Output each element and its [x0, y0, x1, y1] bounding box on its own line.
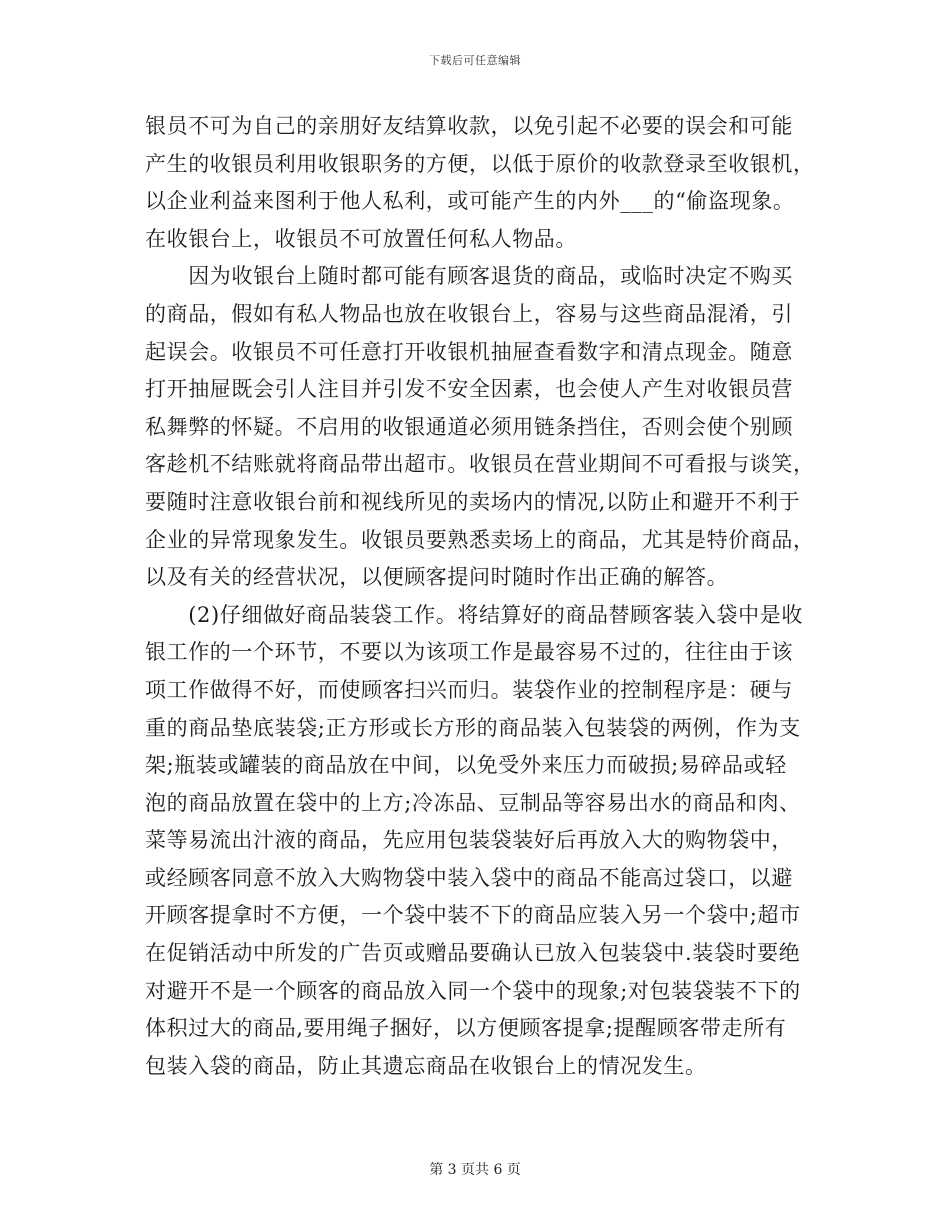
text-line: 银员不可为自己的亲朋好友结算收款，以免引起不必要的误会和可能 — [145, 114, 793, 138]
text-line: 项工作做得不好，而使顾客扫兴而归。装袋作业的控制程序是：硬与 — [145, 677, 793, 702]
text-line: 要随时注意收银台前和视线所见的卖场内的情况,以防止和避开不利于 — [145, 489, 801, 514]
text-line: 包装入袋的商品，防止其遗忘商品在收银台上的情况发生。 — [145, 1053, 707, 1078]
page-footer: 第 3 页共 6 页 — [429, 1162, 521, 1178]
text-line: 以及有关的经营状况，以便顾客提问时随时作出正确的解答。 — [145, 565, 729, 590]
text-line: 体积过大的商品,要用绳子捆好，以方便顾客提拿;提醒顾客带走所有 — [145, 1016, 787, 1041]
text-line: 架;瓶装或罐装的商品放在中间，以免受外来压力而破损;易碎品或轻 — [145, 753, 787, 778]
text-line: 或经顾客同意不放入大购物袋中装入袋中的商品不能高过袋口，以避 — [145, 865, 793, 890]
text-line: 因为收银台上随时都可能有顾客退货的商品，或临时决定不购买 — [145, 264, 793, 289]
text-line: (2)仔细做好商品装袋工作。将结算好的商品替顾客装入袋中是收 — [145, 602, 803, 627]
document-body — [145, 108, 815, 1085]
text-line: 起误会。收银员不可任意打开收银机抽屉查看数字和清点现金。随意 — [145, 339, 793, 364]
text-line: 的商品，假如有私人物品也放在收银台上，容易与这些商品混淆，引 — [145, 301, 793, 326]
text-line: 在促销活动中所发的广告页或赠品要确认已放入包装袋中.装袋时要绝 — [145, 941, 801, 966]
text-line: 菜等易流出汁液的商品，先应用包装袋装好后再放入大的购物袋中， — [145, 828, 793, 853]
page-header: 下载后可任意编辑 — [429, 54, 521, 67]
text-line: 银工作的一个环节，不要以为该项工作是最容易不过的，往往由于该 — [145, 640, 793, 665]
text-line: 产生的收银员利用收银职务的方便，以低于原价的收款登录至收银机， — [145, 151, 815, 176]
text-line: 在收银台上，收银员不可放置任何私人物品。 — [145, 226, 577, 251]
text-line: 企业的异常现象发生。收银员要熟悉卖场上的商品，尤其是特价商品， — [145, 527, 815, 552]
text-line: 对避开不是一个顾客的商品放入同一个袋中的现象;对包装袋装不下的 — [145, 978, 801, 1003]
text-line: 客趁机不结账就将商品带出超市。收银员在营业期间不可看报与谈笑， — [145, 452, 815, 477]
text-line: 以企业利益来图利于他人私利，或可能产生的内外___的“偷盗现象。 — [145, 189, 795, 214]
text-line: 私舞弊的怀疑。不启用的收银通道必须用链条挡住，否则会使个别顾 — [145, 414, 793, 439]
text-line: 重的商品垫底装袋;正方形或长方形的商品装入包装袋的两例，作为支 — [145, 715, 801, 740]
text-line: 开顾客提拿时不方便，一个袋中装不下的商品应装入另一个袋中;超市 — [145, 903, 801, 928]
text-line: 打开抽屉既会引人注目并引发不安全因素，也会使人产生对收银员营 — [145, 377, 793, 402]
text-line: 泡的商品放置在袋中的上方;冷冻品、豆制品等容易出水的商品和肉、 — [145, 790, 801, 815]
